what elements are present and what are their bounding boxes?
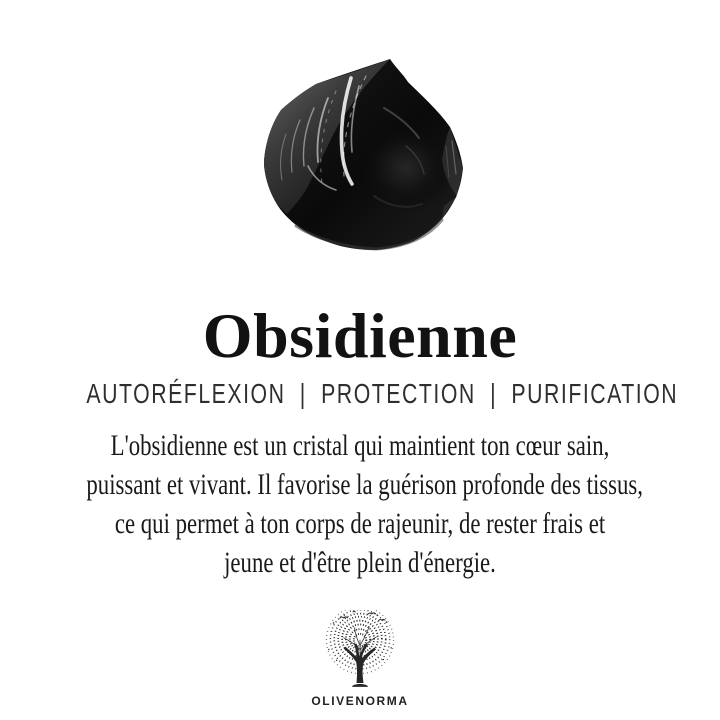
description-paragraph [0,426,720,582]
description-line: jeune et d'être plein d'énergie. [224,546,496,579]
obsidian-stone-icon [256,46,468,256]
brand-name: OLIVENORMA [311,694,409,708]
crystal-name-title: Obsidienne [202,300,518,371]
description-line: puissant et vivant. Il favorise la guérison profonde des tissus, [86,468,644,501]
description-line: L'obsidienne est un cristal qui maintient ton cœur sain, [110,429,610,462]
brand-logo [0,610,720,692]
properties-subtitle: AUTORÉFLEXION | PROTECTION | PURIFICATION [86,378,679,409]
tree-of-life-icon [321,610,399,692]
description-line: ce qui permet à ton corps de rajeunir, de rester frais et [114,507,606,540]
obsidian-stone-image [256,46,468,256]
bird-icons [340,611,385,620]
